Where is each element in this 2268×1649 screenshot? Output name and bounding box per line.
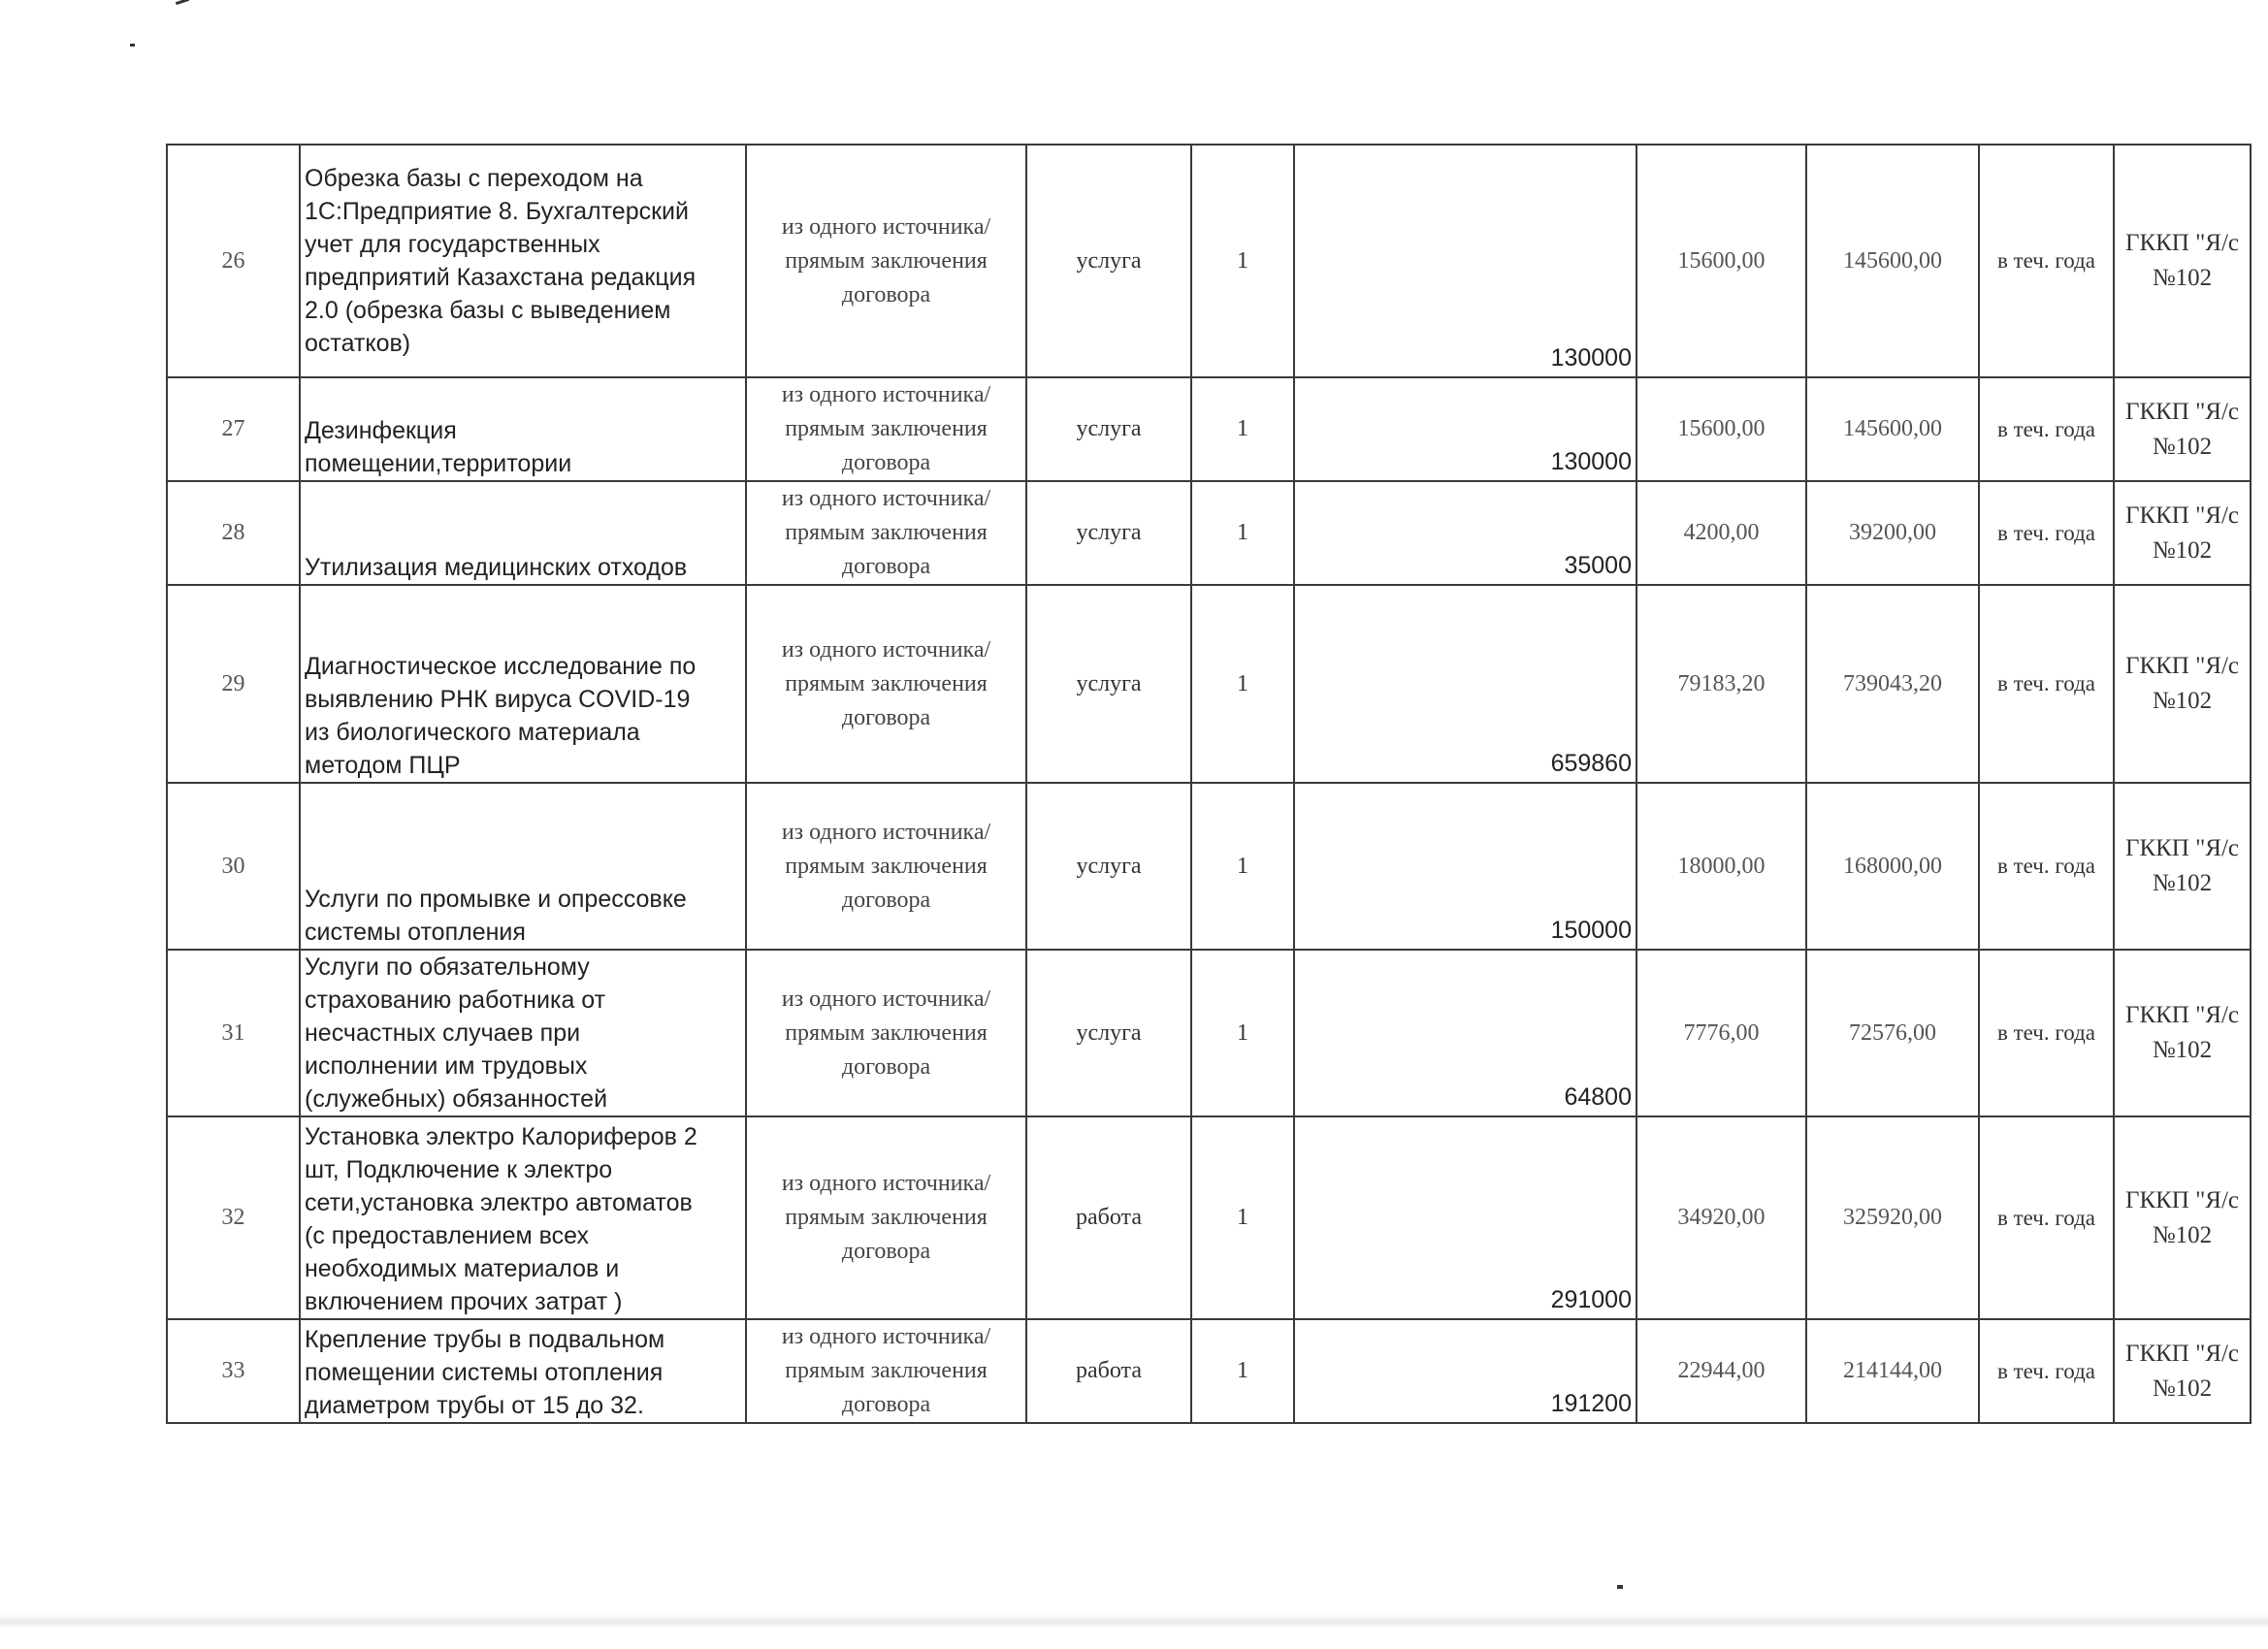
procurement-method-line: прямым заключения <box>785 853 988 879</box>
item-name-line: Крепление трубы в подвальном <box>305 1326 665 1353</box>
item-name <box>300 377 746 481</box>
item-name-line: диаметром трубы от 15 до 32. <box>305 1392 644 1419</box>
price-without-vat: 150000 <box>1294 783 1636 950</box>
procurement-method-line: договора <box>841 450 931 475</box>
unit-of-measure: услуга <box>1026 950 1191 1116</box>
scan-speck <box>1617 1585 1623 1589</box>
customer-line: №102 <box>2152 688 2213 714</box>
item-name-line: страхованию работника от <box>305 986 606 1014</box>
unit-of-measure: работа <box>1026 1116 1191 1319</box>
procurement-method-line: договора <box>841 1392 931 1417</box>
quantity: 1 <box>1191 377 1294 481</box>
row-number: 28 <box>167 481 300 585</box>
procurement-method <box>746 950 1026 1116</box>
customer-line: №102 <box>2152 1037 2213 1063</box>
vat-amount: 18000,00 <box>1636 783 1806 950</box>
procurement-method-line: из одного источника/ <box>781 213 991 240</box>
item-name-line: методом ПЦР <box>305 752 461 779</box>
procurement-method-line: прямым заключения <box>785 1205 988 1230</box>
total-amount: 145600,00 <box>1806 377 1979 481</box>
price-without-vat: 191200 <box>1294 1319 1636 1423</box>
unit-of-measure: услуга <box>1026 783 1191 950</box>
price-without-vat: 130000 <box>1294 377 1636 481</box>
total-amount: 39200,00 <box>1806 481 1979 585</box>
price-without-vat: 35000 <box>1294 481 1636 585</box>
customer-line: №102 <box>2152 265 2213 291</box>
quantity: 1 <box>1191 783 1294 950</box>
delivery-term: в теч. года <box>1979 1319 2114 1423</box>
item-name-line: предприятий Казахстана редакция <box>305 264 697 291</box>
item-name-line: сети,установка электро автоматов <box>305 1189 693 1216</box>
customer <box>2114 1319 2251 1423</box>
price-without-vat: 130000 <box>1294 145 1636 377</box>
delivery-term: в теч. года <box>1979 950 2114 1116</box>
table-row <box>167 585 2251 783</box>
item-name <box>300 950 746 1116</box>
item-name <box>300 1116 746 1319</box>
delivery-term: в теч. года <box>1979 1116 2114 1319</box>
item-name-line: Дезинфекция <box>305 417 457 444</box>
procurement-method-line: из одного источника/ <box>781 819 991 845</box>
scan-edge-shadow <box>0 1614 2268 1628</box>
unit-of-measure: услуга <box>1026 145 1191 377</box>
price-without-vat: 291000 <box>1294 1116 1636 1319</box>
item-name <box>300 585 746 783</box>
delivery-term: в теч. года <box>1979 585 2114 783</box>
procurement-method-line: из одного источника/ <box>781 986 991 1012</box>
item-name-line: Услуги по промывке и опрессовке <box>305 886 687 913</box>
procurement-method-line: договора <box>841 704 931 730</box>
procurement-method-line: из одного источника/ <box>781 1171 991 1196</box>
vat-amount: 15600,00 <box>1636 377 1806 481</box>
vat-amount: 79183,20 <box>1636 585 1806 783</box>
unit-of-measure: работа <box>1026 1319 1191 1423</box>
total-amount: 168000,00 <box>1806 783 1979 950</box>
procurement-method-line: договора <box>841 281 931 307</box>
quantity: 1 <box>1191 585 1294 783</box>
row-number: 27 <box>167 377 300 481</box>
procurement-method-line: из одного источника/ <box>781 382 991 407</box>
customer-line: №102 <box>2152 536 2213 564</box>
table-row <box>167 481 2251 585</box>
procurement-method-line: договора <box>841 887 931 913</box>
item-name-line: необходимых материалов и <box>305 1255 620 1282</box>
customer-line: ГККП "Я/с <box>2124 1186 2240 1213</box>
price-without-vat: 659860 <box>1294 585 1636 783</box>
row-number: 31 <box>167 950 300 1116</box>
item-name-line: 1С:Предприятие 8. Бухгалтерский <box>305 198 689 225</box>
procurement-method <box>746 1319 1026 1423</box>
procurement-method-line: из одного источника/ <box>781 1324 991 1349</box>
scan-speck <box>176 0 189 5</box>
quantity: 1 <box>1191 1319 1294 1423</box>
total-amount: 145600,00 <box>1806 145 1979 377</box>
procurement-method <box>746 145 1026 377</box>
item-name-line: Обрезка базы с переходом на <box>305 165 643 192</box>
table-row <box>167 950 2251 1116</box>
procurement-table <box>166 144 2252 1424</box>
scan-speck <box>130 44 135 47</box>
item-name-line: несчастных случаев при <box>305 1019 581 1047</box>
item-name-line: остатков) <box>305 330 411 357</box>
customer <box>2114 481 2251 585</box>
item-name-line: помещении системы отопления <box>305 1359 664 1386</box>
item-name <box>300 145 746 377</box>
price-without-vat: 64800 <box>1294 950 1636 1116</box>
item-name <box>300 1319 746 1423</box>
procurement-method-line: прямым заключения <box>785 670 988 696</box>
customer <box>2114 377 2251 481</box>
procurement-method-line: прямым заключения <box>785 1358 988 1383</box>
customer-line: ГККП "Я/с <box>2124 501 2240 529</box>
delivery-term: в теч. года <box>1979 377 2114 481</box>
item-name-line: выявлению РНК вируса COVID-19 <box>305 686 691 713</box>
procurement-method-line: прямым заключения <box>785 1019 988 1046</box>
table-row <box>167 145 2251 377</box>
customer-line: ГККП "Я/с <box>2124 398 2240 425</box>
row-number: 26 <box>167 145 300 377</box>
table-row <box>167 1116 2251 1319</box>
item-name-line: исполнении им трудовых <box>305 1052 588 1080</box>
customer <box>2114 1116 2251 1319</box>
vat-amount: 7776,00 <box>1636 950 1806 1116</box>
customer-line: №102 <box>2152 1221 2213 1248</box>
procurement-method <box>746 481 1026 585</box>
vat-amount: 34920,00 <box>1636 1116 1806 1319</box>
delivery-term: в теч. года <box>1979 145 2114 377</box>
procurement-method <box>746 377 1026 481</box>
customer-line: ГККП "Я/с <box>2124 230 2240 256</box>
table-row <box>167 377 2251 481</box>
quantity: 1 <box>1191 481 1294 585</box>
unit-of-measure: услуга <box>1026 377 1191 481</box>
item-name-line: включением прочих затрат ) <box>305 1288 623 1315</box>
table-row <box>167 783 2251 950</box>
customer-line: ГККП "Я/с <box>2124 1002 2240 1028</box>
row-number: 30 <box>167 783 300 950</box>
item-name-line: шт, Подключение к электро <box>305 1156 613 1183</box>
procurement-method-line: из одного источника/ <box>781 486 991 511</box>
unit-of-measure: услуга <box>1026 481 1191 585</box>
procurement-method-line: прямым заключения <box>785 520 988 545</box>
customer <box>2114 145 2251 377</box>
item-name <box>300 481 746 585</box>
customer-line: №102 <box>2152 1374 2213 1402</box>
item-name-line: системы отопления <box>305 919 526 946</box>
procurement-method <box>746 585 1026 783</box>
vat-amount: 4200,00 <box>1636 481 1806 585</box>
item-name-line: из биологического материала <box>305 719 640 746</box>
quantity: 1 <box>1191 1116 1294 1319</box>
quantity: 1 <box>1191 950 1294 1116</box>
customer-line: ГККП "Я/с <box>2124 1340 2240 1367</box>
delivery-term: в теч. года <box>1979 481 2114 585</box>
item-name-line: Диагностическое исследование по <box>305 653 697 680</box>
table-row <box>167 1319 2251 1423</box>
delivery-term: в теч. года <box>1979 783 2114 950</box>
row-number: 33 <box>167 1319 300 1423</box>
vat-amount: 15600,00 <box>1636 145 1806 377</box>
procurement-method-line: из одного источника/ <box>781 636 991 663</box>
procurement-method-line: договора <box>841 1239 931 1264</box>
total-amount: 739043,20 <box>1806 585 1979 783</box>
item-name-line: Услуги по обязательному <box>305 954 590 981</box>
procurement-method <box>746 783 1026 950</box>
procurement-method <box>746 1116 1026 1319</box>
row-number: 32 <box>167 1116 300 1319</box>
unit-of-measure: услуга <box>1026 585 1191 783</box>
procurement-method-line: прямым заключения <box>785 247 988 274</box>
customer-line: ГККП "Я/с <box>2124 835 2240 861</box>
item-name-line: помещении,территории <box>305 450 572 477</box>
customer-line: ГККП "Я/с <box>2124 653 2240 679</box>
item-name-line: Установка электро Калориферов 2 <box>305 1123 697 1150</box>
customer-line: №102 <box>2152 870 2213 896</box>
customer <box>2114 585 2251 783</box>
item-name-line: (служебных) обязанностей <box>305 1085 608 1113</box>
row-number: 29 <box>167 585 300 783</box>
item-name-line: 2.0 (обрезка базы с выведением <box>305 297 671 324</box>
total-amount: 325920,00 <box>1806 1116 1979 1319</box>
customer <box>2114 950 2251 1116</box>
item-name-line: учет для государственных <box>305 231 600 258</box>
item-name <box>300 783 746 950</box>
procurement-method-line: договора <box>841 1053 931 1080</box>
customer <box>2114 783 2251 950</box>
item-name-line: (с предоставлением всех <box>305 1222 589 1249</box>
quantity: 1 <box>1191 145 1294 377</box>
total-amount: 72576,00 <box>1806 950 1979 1116</box>
procurement-method-line: договора <box>841 554 931 579</box>
total-amount: 214144,00 <box>1806 1319 1979 1423</box>
item-name-line: Утилизация медицинских отходов <box>305 554 688 581</box>
table-body <box>167 145 2251 1423</box>
customer-line: №102 <box>2152 433 2213 460</box>
procurement-method-line: прямым заключения <box>785 416 988 441</box>
vat-amount: 22944,00 <box>1636 1319 1806 1423</box>
